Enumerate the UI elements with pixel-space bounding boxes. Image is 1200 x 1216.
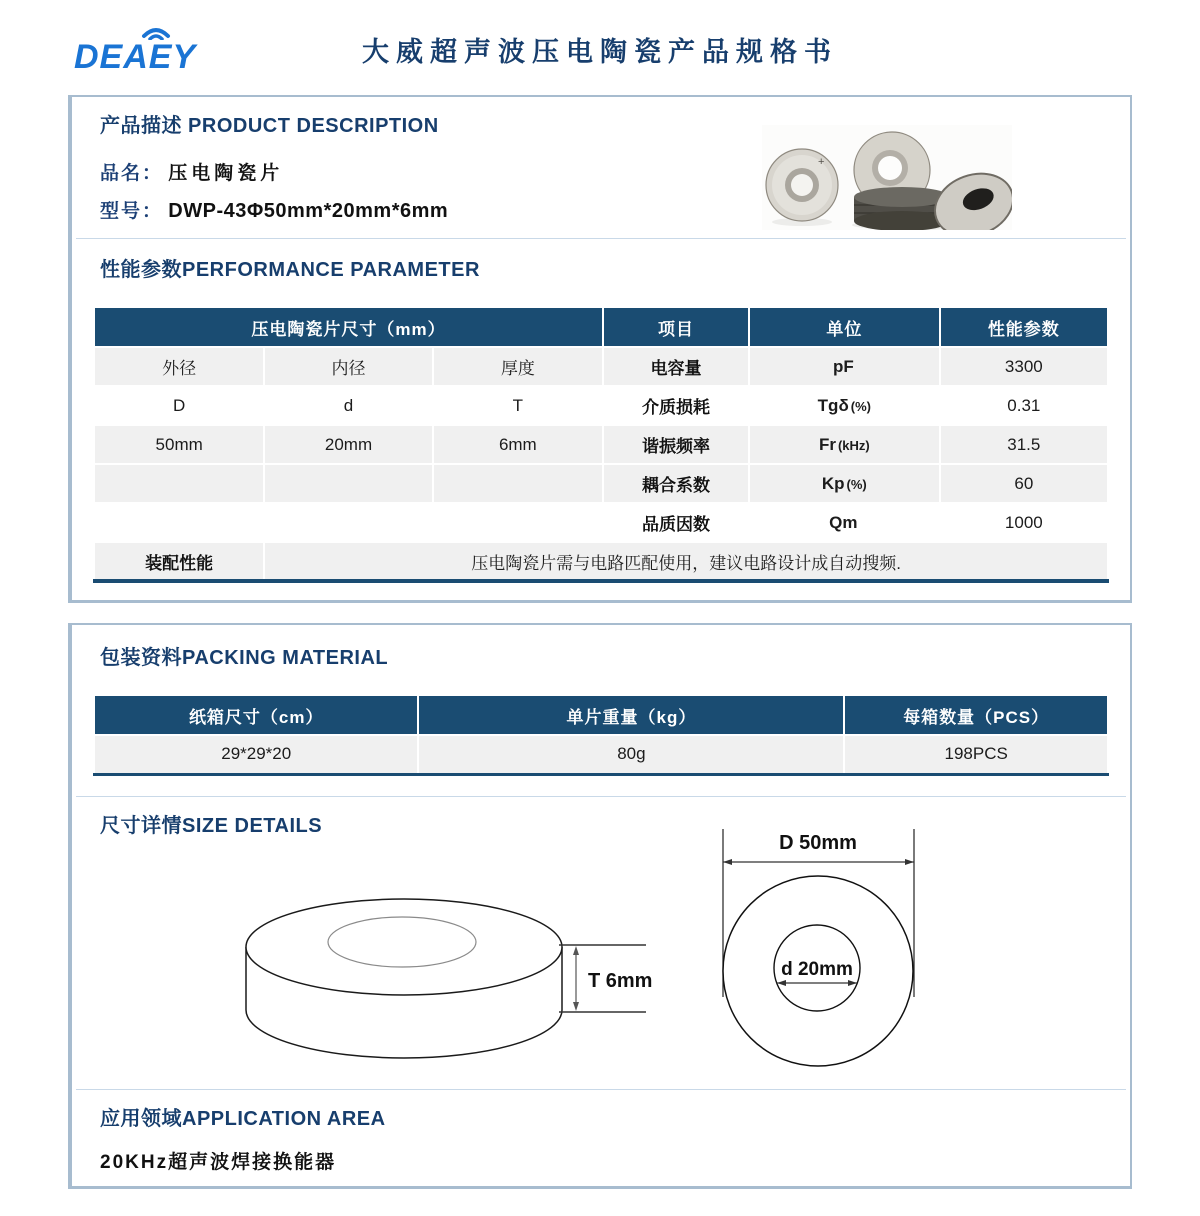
svg-text:+: + (818, 156, 825, 168)
item-cell: 耦合系数 (603, 464, 749, 503)
unit-weight-value: 80g (418, 735, 844, 774)
product-model-label: 型号： (100, 201, 164, 222)
unit-suffix: (%) (850, 398, 871, 414)
value-cell: 60 (940, 464, 1108, 503)
item-cell: 谐振频率 (603, 425, 749, 464)
packing-heading: 包装资料PACKING MATERIAL (100, 647, 389, 669)
col-header-carton-size: 纸箱尺寸（cm） (94, 695, 418, 735)
assembly-text: 压电陶瓷片需与电路匹配使用，建议电路设计成自动搜频. (264, 542, 1108, 581)
col-header-unit: 单位 (749, 307, 940, 347)
col-header-param: 性能参数 (940, 307, 1108, 347)
unit-suffix: (%) (846, 476, 867, 492)
product-name-value: 压电陶瓷片 (168, 163, 284, 184)
table-row (94, 386, 1108, 425)
table-row (94, 347, 1108, 386)
product-head (72, 97, 1130, 238)
packing-panel (68, 623, 1132, 1189)
col-header-unit-weight: 单片重量（kg） (418, 695, 844, 735)
dim-cell: 内径 (264, 347, 432, 386)
dim-cell (94, 503, 264, 542)
performance-table-header-row (94, 307, 1108, 347)
item-cell: 介质损耗 (603, 386, 749, 425)
dim-cell: 厚度 (433, 347, 603, 386)
unit-main: Fr (818, 434, 836, 454)
unit-main: pF (832, 356, 854, 376)
application-heading: 应用领域APPLICATION AREA (100, 1107, 386, 1130)
logo-text: DEAEY (74, 38, 197, 76)
unit-cell (749, 425, 940, 464)
item-cell: 电容量 (603, 347, 749, 386)
dim-cell: 外径 (94, 347, 264, 386)
unit-cell (749, 464, 940, 503)
dim-cell: D (94, 386, 264, 425)
product-model-value: DWP-43Φ50mm*20mm*6mm (168, 200, 449, 222)
dim-cell: 6mm (433, 425, 603, 464)
value-cell: 0.31 (940, 386, 1108, 425)
page-title: 大威超声波压电陶瓷产品规格书 (362, 37, 838, 67)
dim-cell: 20mm (264, 425, 432, 464)
qty-per-box-value: 198PCS (844, 735, 1108, 774)
unit-main: Qm (829, 512, 858, 532)
col-header-size: 压电陶瓷片尺寸（mm） (94, 307, 603, 347)
page-header (0, 0, 1200, 95)
dim-cell (94, 464, 264, 503)
dim-cell: T (433, 386, 603, 425)
performance-table (93, 306, 1109, 583)
carton-size-value: 29*29*20 (94, 735, 418, 774)
thickness-dimension-label: T 6mm (588, 969, 653, 992)
side-view-diagram (214, 892, 654, 1072)
product-name-label: 品名： (100, 163, 164, 184)
product-description-heading: 产品描述 PRODUCT DESCRIPTION (100, 115, 439, 137)
size-details-section (72, 797, 1130, 1089)
application-text: 20KHz超声波焊接换能器 (100, 1151, 337, 1173)
dim-cell: d (264, 386, 432, 425)
packing-values-row (94, 735, 1108, 774)
table-row (94, 503, 1108, 542)
packing-table (93, 694, 1109, 776)
unit-cell (749, 386, 940, 425)
unit-suffix: (kHz) (837, 437, 870, 453)
unit-main: Tgδ (817, 395, 849, 415)
inner-diameter-dimension-label: d 20mm (781, 958, 853, 980)
col-header-qty-per-box: 每箱数量（PCS） (844, 695, 1108, 735)
product-description-panel (68, 95, 1132, 603)
unit-main: Kp (821, 473, 845, 493)
dim-cell (433, 503, 603, 542)
product-photo (762, 125, 1012, 230)
col-header-item: 项目 (603, 307, 749, 347)
table-row (94, 425, 1108, 464)
unit-cell (749, 347, 940, 386)
unit-cell (749, 503, 940, 542)
assembly-label: 装配性能 (94, 542, 264, 581)
value-cell: 31.5 (940, 425, 1108, 464)
dim-cell (264, 464, 432, 503)
dim-cell (433, 464, 603, 503)
top-view-diagram (690, 819, 950, 1089)
outer-diameter-dimension-label: D 50mm (779, 831, 857, 854)
value-cell: 3300 (940, 347, 1108, 386)
value-cell: 1000 (940, 503, 1108, 542)
dim-cell: 50mm (94, 425, 264, 464)
performance-heading: 性能参数PERFORMANCE PARAMETER (100, 259, 480, 281)
item-cell: 品质因数 (603, 503, 749, 542)
size-details-heading: 尺寸详情SIZE DETAILS (100, 814, 323, 837)
assembly-row (94, 542, 1108, 581)
packing-table-header-row (94, 695, 1108, 735)
table-row (94, 464, 1108, 503)
dim-cell (264, 503, 432, 542)
